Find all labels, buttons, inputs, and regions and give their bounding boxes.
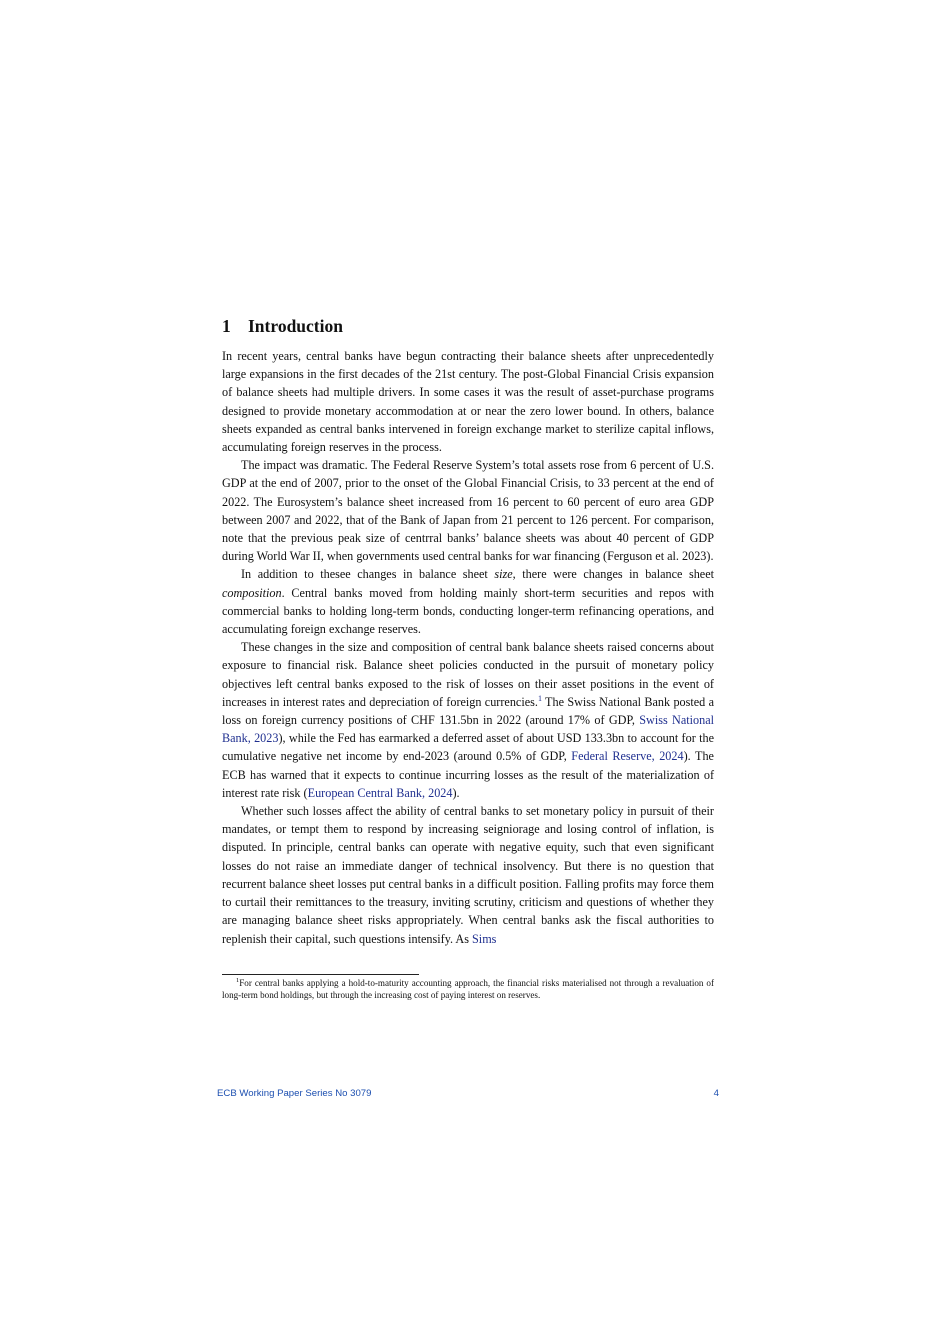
footnote-text: For central banks applying a hold-to-maturity accounting approach, the financial risks materialised not through a revaluation of long-term bond holdings, but through the increasing cost of paying interest on reserves.	[222, 978, 714, 1001]
paragraph-4-text: ).	[452, 785, 460, 800]
paragraph-3-text: In addition to thesee changes in balance sheet	[241, 567, 495, 582]
paragraph-3-text: , there were changes in balance sheet	[512, 567, 714, 582]
citation-link-european-central-bank[interactable]: European Central Bank, 2024	[307, 785, 453, 800]
footnote-divider	[222, 974, 419, 975]
paragraph-4	[222, 638, 714, 802]
paragraph-3-text: . Central banks moved from holding mainly short-term securities and repos with commercial banks to holding long-term bonds, conducting longer-term refinancing operations, and accumulating foreign exchange reserves.	[222, 585, 714, 637]
footnote-mark: 1	[236, 977, 240, 984]
footnote-1	[222, 977, 714, 1002]
paragraph-1: In recent years, central banks have begun contracting their balance sheets after unprecedentedly large expansions in the first decades of the 21st century. The post-Global Financial Crisis expansion of balance sheets had multiple drivers. In some cases it was the result of asset-purchase programs designed to provide monetary accommodation at or near the zero lower bound. In others, balance sheets expanded as central banks intervened in foreign exchange market to sterilize capital inflows, accumulating foreign reserves in the process.	[222, 349, 714, 455]
body-text	[222, 347, 714, 948]
citation-link-sims[interactable]: Sims	[472, 931, 497, 946]
footer-series-link[interactable]: ECB Working Paper Series No 3079	[217, 1088, 372, 1099]
section-heading	[222, 314, 343, 338]
footer-page-number: 4	[713, 1088, 719, 1099]
paragraph-5-text: Whether such losses affect the ability of central banks to set monetary policy in pursuit of their mandates, or tempt them to respond by increasing seigniorage and losing control of inflation, is disputed. In principle, central banks can operate with negative equity, such that even significant losses do not raise an immediate danger of technical insolvency. But there is no question that recurrent balance sheet losses put central banks in a difficult position. Falling profits may force them to curtail their remittances to the treasury, inviting scrutiny, criticism and questions of whether they are managing balance sheet risks appropriately. When central banks ask the fiscal authorities to replenish their capital, such questions intensify. As	[222, 804, 714, 946]
paragraph-4-text: ). The ECB has warned that it expects to continue incurring losses as the result of the materialization of interest rate risk (	[222, 749, 714, 800]
paragraph-4-text: The Swiss National Bank posted a loss on foreign currency positions of CHF 131.5bn in 2022 (around 17% of GDP,	[222, 694, 714, 728]
section-title: Introduction	[248, 316, 343, 336]
citation-link-swiss-national-bank[interactable]: Swiss National Bank, 2023	[222, 713, 714, 746]
paragraph-4-text: These changes in the size and composition of central bank balance sheets raised concerns about exposure to financial risk. Balance sheet policies conducted in the pursuit of monetary policy objectives left central banks exposed to the risk of losses on their asset positions in the event of increases in interest rates and depreciation of foreign currencies.	[222, 640, 714, 709]
paragraph-4-text: ), while the Fed has earmarked a deferred asset of about USD 133.3bn to account for the cumulative negative net income by end-2023 (around 0.5% of GDP,	[222, 731, 714, 764]
paragraph-2: The impact was dramatic. The Federal Reserve System’s total assets rose from 6 percent of U.S. GDP at the end of 2007, prior to the onset of the Global Financial Crisis, to 33 percent at the end of 2022. The Eurosystem’s balance sheet increased from 16 percent to 60 percent of euro area GDP between 2007 and 2022, that of the Bank of Japan from 21 percent to 126 percent. For comparison, note that the previous peak size of centrral banks’ balance sheets was about 40 percent of GDP during World War II, when governments used central banks for war financing (Ferguson et al. 2023).	[222, 458, 714, 564]
emphasis-composition: composition	[222, 585, 282, 600]
citation-link-federal-reserve[interactable]: Federal Reserve, 2024	[571, 749, 684, 764]
footnote-reference-link[interactable]: 1	[537, 693, 542, 703]
paragraph-5	[222, 802, 714, 948]
paragraph-3	[222, 565, 714, 638]
emphasis-size: size	[494, 567, 513, 582]
section-number: 1	[222, 316, 231, 336]
